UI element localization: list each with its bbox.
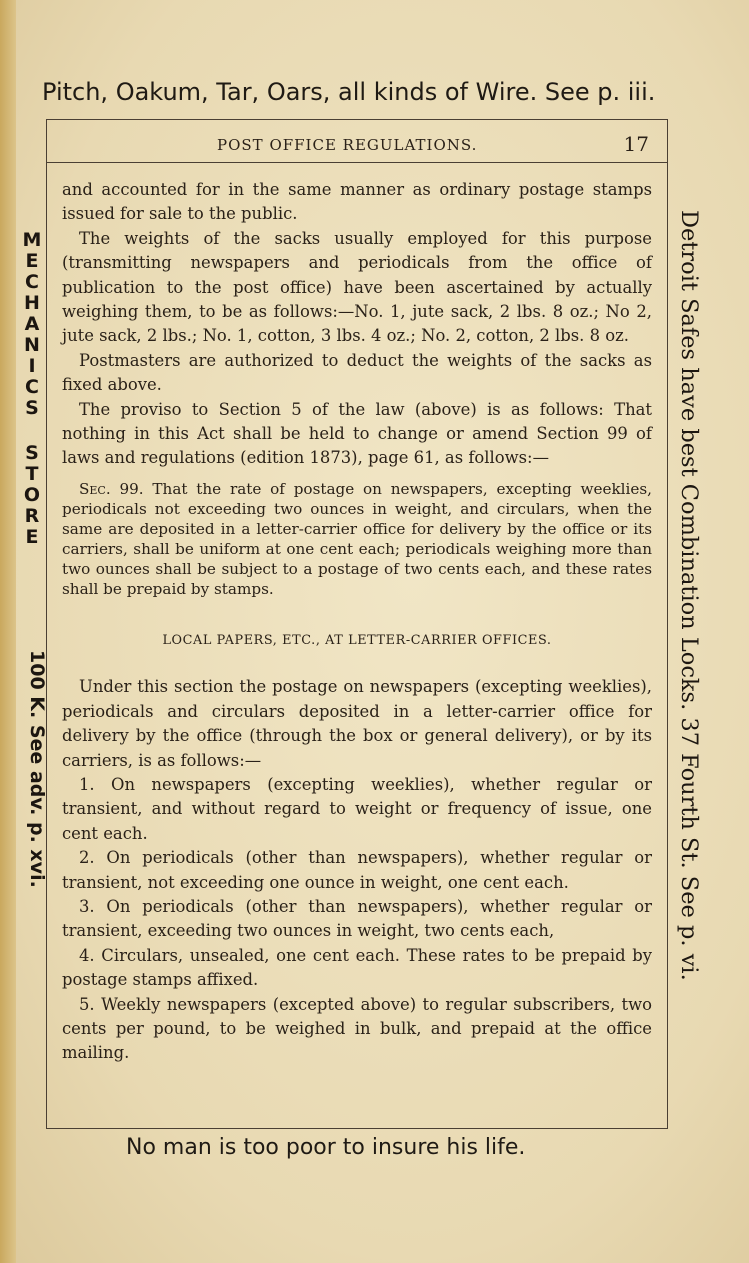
text-frame (46, 119, 668, 1129)
left-ad-letter: I (28, 355, 36, 377)
paragraph: Postmasters are authorized to deduct the weights of the sacks as fixed above. (62, 350, 652, 395)
bottom-advertisement: No man is too poor to insure his life. (126, 1135, 526, 1160)
list-item: 2. On periodicals (other than newspapers), whether regular or transient, not exceeding one ounce in weight, one cent each. (62, 848, 652, 892)
left-rotated-advertisement (16, 650, 46, 1070)
left-ad-letter (17, 419, 47, 443)
left-ad-letter: C (25, 376, 39, 398)
paragraph: The weights of the sacks usually employed for this purpose (transmitting newspapers and periodicals from the office of publication to the post office) have been ascertained by actually weighing them, to be as follows:—No. 1, jute sack, 2 lbs. 8 oz.; No 2, jute sack, 2 lbs.; No. 1, cotton, 3 lbs. 4 oz.; No. 2, cotton, 2 lbs. 8 oz. (62, 228, 652, 346)
left-ad-letter: T (25, 463, 39, 485)
left-ad-letter: S (25, 442, 39, 464)
section-quote (62, 479, 652, 599)
section-label: Sec. 99. (79, 479, 144, 498)
paragraph: and accounted for in the same manner as ordinary postage stamps issued for sale to the public. (62, 180, 652, 224)
left-ad-letter: N (24, 334, 40, 356)
list-item: 5. Weekly newspapers (excepted above) to regular subscribers, two cents per pound, to be weighed in bulk, and prepaid at the office mailing. (62, 994, 652, 1063)
left-ad-letter: E (25, 250, 39, 272)
subheading: LOCAL PAPERS, ETC., AT LETTER-CARRIER OFFICES. (162, 632, 552, 648)
running-head: POST OFFICE REGULATIONS. (217, 136, 478, 154)
page-edge-strip (0, 0, 16, 1263)
left-ad-letter: C (25, 271, 39, 293)
top-advertisement: Pitch, Oakum, Tar, Oars, all kinds of Wire. See p. iii. (42, 78, 656, 106)
header-rule (47, 162, 667, 163)
left-ad-letter: A (24, 313, 40, 335)
list-item: 1. On newspapers (excepting weeklies), whether regular or transient, and without regard to weight or frequency of issue, one cent each. (62, 774, 652, 843)
left-ad-letter: M (22, 229, 42, 251)
left-ad-letter: R (24, 505, 40, 527)
left-ad-letter: H (24, 292, 40, 314)
paragraph: The proviso to Section 5 of the law (above) is as follows: That nothing in this Act shall be held to change or amend Section 99 of laws and regulations (edition 1873), page 61, as follows:— (62, 399, 652, 468)
left-rotated-text: 100 K. See adv. p. xvi. (26, 650, 48, 888)
list-item: 3. On periodicals (other than newspapers), whether regular or transient, exceeding two ounces in weight, two cents each, (62, 896, 652, 941)
left-ad-letter: O (23, 484, 41, 506)
section-text: That the rate of postage on newspapers, excepting weeklies, periodicals not exceeding two ounces in weight, and circulars, when the same are deposited in a letter-carrier office for delivery by the office or its carriers, shall be uniform at one cent each; periodicals weighing more than two ounces shall be subject to a postage of two cents each, and these rates shall be prepaid by stamps. (62, 479, 652, 598)
right-rotated-text: Detroit Safes have best Combination Locks. 37 Fourth St. See p. vi. (676, 210, 702, 981)
list-item: 4. Circulars, unsealed, one cent each. These rates to be prepaid by postage stamps affixed. (62, 945, 652, 990)
left-ad-letter: S (25, 397, 39, 419)
paragraph: Under this section the postage on newspapers (excepting weeklies), periodicals and circulars deposited in a letter-carrier office for delivery by the office (through the box or general delivery), or by its carriers, is as follows:— (62, 677, 652, 770)
page-number: 17 (623, 132, 649, 156)
page-body (62, 178, 652, 1066)
left-ad-letter: E (25, 526, 39, 548)
